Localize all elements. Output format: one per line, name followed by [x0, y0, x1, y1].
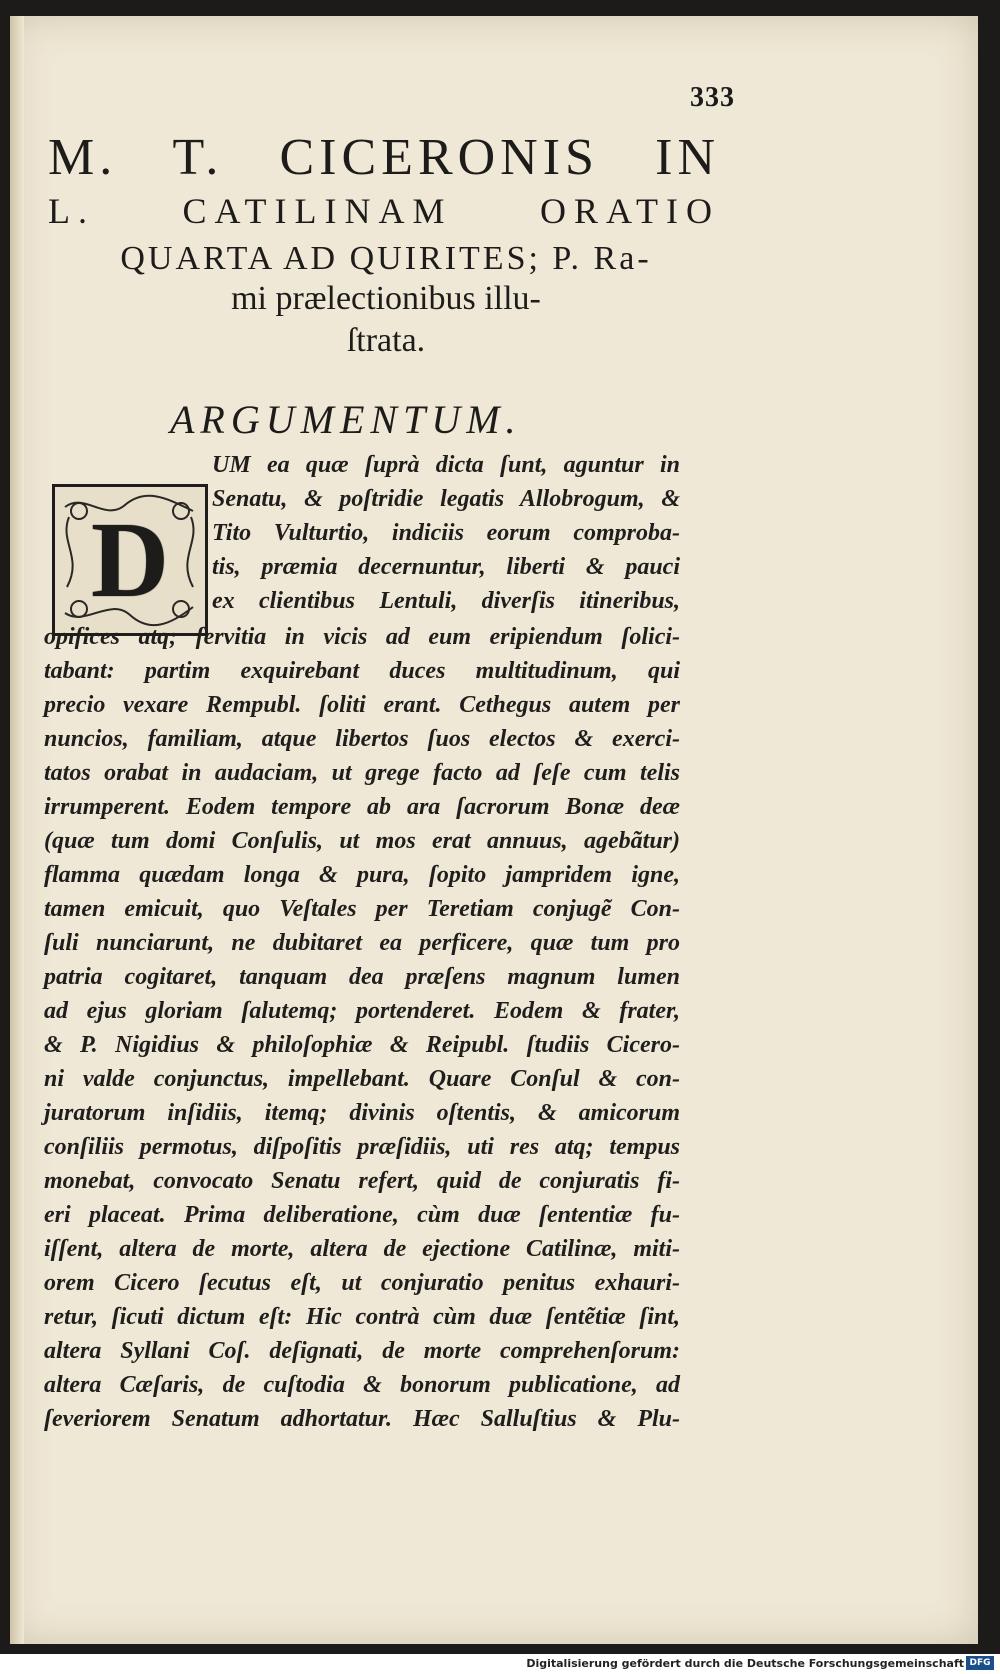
funding-notice: Digitalisierung gefördert durch die Deutsche Forschungsgemeinschaft — [526, 1657, 964, 1670]
text-line: monebat, convocato Senatu refert, quid de conjuratis fi- — [44, 1168, 680, 1194]
dfg-logo-icon: DFG — [966, 1656, 994, 1670]
text-line: juratorum inſidiis, itemq; divinis oſtentis, & amicorum — [44, 1100, 680, 1126]
text-line: eri placeat. Prima deliberatione, cùm duæ ſententiæ fu- — [44, 1202, 680, 1228]
text-line: tatos orabat in audaciam, ut grege facto ad ſeſe cum telis — [44, 760, 680, 786]
page-gutter — [10, 16, 24, 1644]
text-line: UM ea quæ ſuprà dicta ſunt, aguntur in — [212, 452, 680, 478]
title-line-2: L. CATILINAM ORATIO — [48, 191, 720, 231]
title-line-3: QUARTA AD QUIRITES; P. Ra- — [120, 240, 652, 277]
title-line-5: ſtrata. — [346, 322, 426, 359]
text-line: (quæ tum domi Conſulis, ut mos erat annuus, agebãtur) — [44, 828, 680, 854]
text-line: tabant: partim exquirebant duces multitudinum, qui — [44, 658, 680, 684]
text-line: tamen emicuit, quo Veſtales per Teretiam conjugẽ Con- — [44, 896, 680, 922]
title-line-4: mi prælectionibus illu- — [231, 280, 541, 317]
text-line: ex clientibus Lentuli, diverſis itineribus, — [212, 588, 680, 614]
text-line: iſſent, altera de morte, altera de ejectione Catilinæ, miti- — [44, 1236, 680, 1262]
text-line: altera Syllani Coſ. deſignati, de morte comprehenſorum: — [44, 1338, 680, 1364]
text-line: orem Cicero ſecutus eſt, ut conjuratio penitus exhauri- — [44, 1270, 680, 1296]
text-line: irrumperent. Eodem tempore ab ara ſacrorum Bonæ deæ — [44, 794, 680, 820]
text-line: tis, præmia decernuntur, liberti & pauci — [212, 554, 680, 580]
text-line: Tito Vulturtio, indiciis eorum comproba- — [212, 520, 680, 546]
text-line: ſuli nunciarunt, ne dubitaret ea perficere, quæ tum pro — [44, 930, 680, 956]
text-line: nuncios, familiam, atque libertos ſuos electos & exerci- — [44, 726, 680, 752]
text-line: patria cogitaret, tanquam dea præſens magnum lumen — [44, 964, 680, 990]
text-line: Senatu, & poſtridie legatis Allobrogum, & — [212, 486, 680, 512]
decorated-initial — [52, 484, 208, 636]
text-line: ad ejus gloriam ſalutemq; portenderet. Eodem & frater, — [44, 998, 680, 1024]
text-line: opifices atq; ſervitia in vicis ad eum eripiendum ſolici- — [44, 624, 680, 650]
text-line: & P. Nigidius & philoſophiæ & Reipubl. ſtudiis Cicero- — [44, 1032, 680, 1058]
argument-heading: ARGUMENTUM. — [170, 397, 522, 442]
text-line: conſiliis permotus, diſpoſitis præſidiis, uti res atq; tempus — [44, 1134, 680, 1160]
text-line: retur, ſicuti dictum eſt: Hic contrà cùm duæ ſentẽtiæ ſint, — [44, 1304, 680, 1330]
page-number: 333 — [690, 82, 735, 113]
title-line-1: M. T. CICERONIS IN — [48, 129, 720, 186]
text-line: precio vexare Rempubl. ſoliti erant. Cethegus autem per — [44, 692, 680, 718]
text-line: altera Cæſaris, de cuſtodia & bonorum publicatione, ad — [44, 1372, 680, 1398]
initial-letter: D — [91, 501, 169, 620]
text-line: ſeveriorem Senatum adhortatur. Hæc Salluſtius & Plu- — [44, 1406, 680, 1432]
text-line: ni valde conjunctus, impellebant. Quare Conſul & con- — [44, 1066, 680, 1092]
text-line: flamma quædam longa & pura, ſopito jampridem igne, — [44, 862, 680, 888]
